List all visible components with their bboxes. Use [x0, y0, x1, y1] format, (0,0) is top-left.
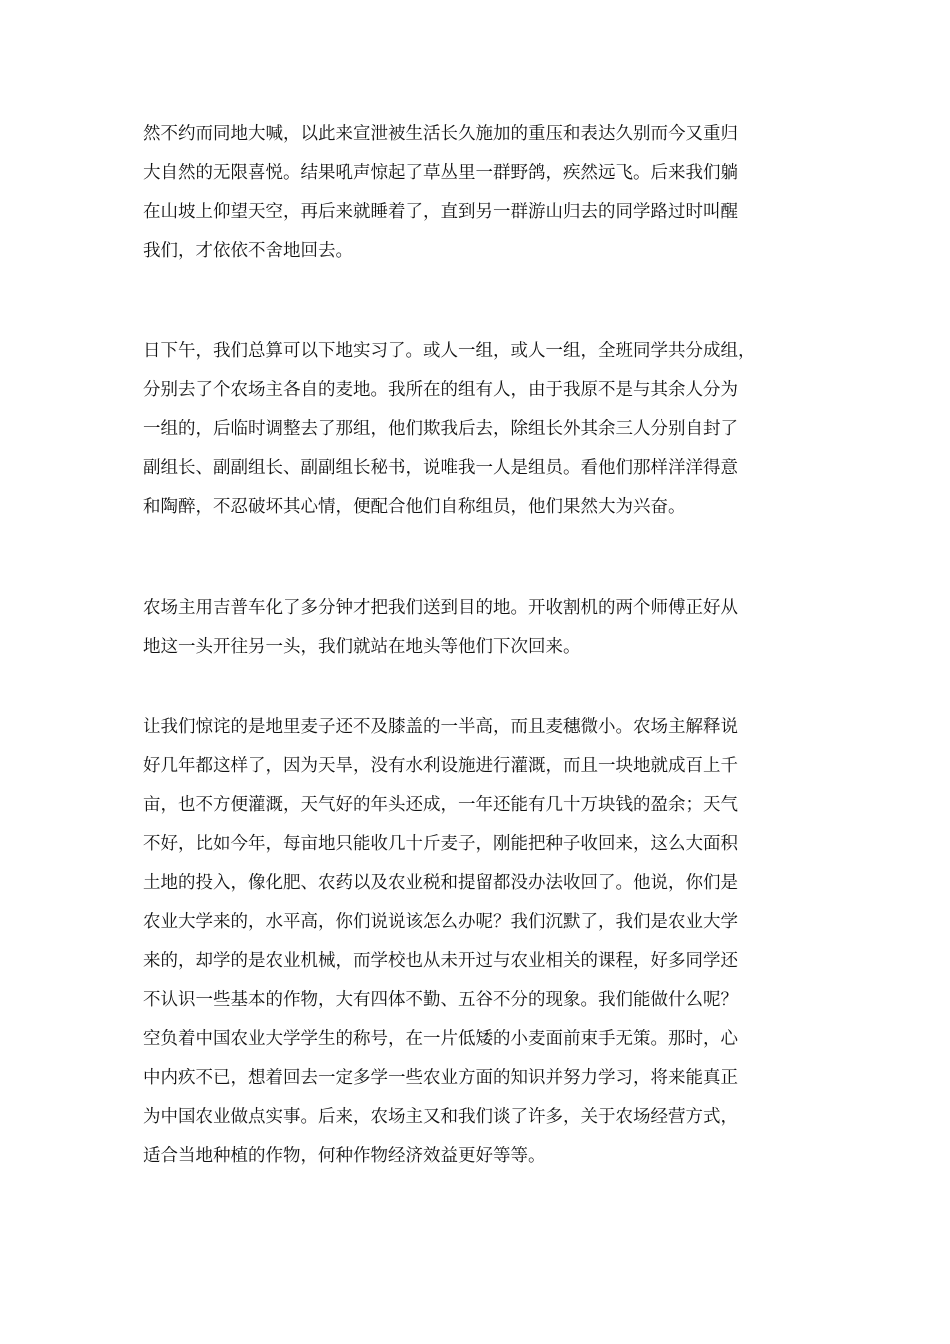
text-line: 副组长、副副组长、副副组长秘书，说唯我一人是组员。看他们那样洋洋得意 — [143, 458, 738, 478]
text-line: 适合当地种植的作物，何种作物经济效益更好等等。 — [143, 1146, 546, 1166]
paragraph-1 — [143, 115, 823, 271]
text-line: 好几年都这样了，因为天旱，没有水利设施进行灌溉，而且一块地就成百上千 — [143, 756, 738, 776]
text-line: 土地的投入，像化肥、农药以及农业税和提留都没办法收回了。他说，你们是 — [143, 873, 738, 893]
text-line: 为中国农业做点实事。后来，农场主又和我们谈了许多，关于农场经营方式， — [143, 1107, 738, 1127]
text-line: 来的，却学的是农业机械，而学校也从未开过与农业相关的课程，好多同学还 — [143, 951, 738, 971]
text-line: 和陶醉，不忍破坏其心情，便配合他们自称组员，他们果然大为兴奋。 — [143, 497, 686, 517]
text-line: 日下午，我们总算可以下地实习了。或人一组，或人一组，全班同学共分成组， — [143, 341, 756, 361]
text-line: 在山坡上仰望天空，再后来就睡着了，直到另一群游山归去的同学路过时叫醒 — [143, 202, 738, 222]
paragraph-4 — [143, 708, 823, 1176]
text-line: 不认识一些基本的作物，大有四体不勤、五谷不分的现象。我们能做什么呢？ — [143, 990, 738, 1010]
text-line: 空负着中国农业大学学生的称号，在一片低矮的小麦面前束手无策。那时，心 — [143, 1029, 738, 1049]
text-line: 让我们惊诧的是地里麦子还不及膝盖的一半高，而且麦穗微小。农场主解释说 — [143, 717, 738, 737]
text-line: 不好，比如今年，每亩地只能收几十斤麦子，刚能把种子收回来，这么大面积 — [143, 834, 738, 854]
text-line: 亩，也不方便灌溉，天气好的年头还成，一年还能有几十万块钱的盈余；天气 — [143, 795, 738, 815]
text-line: 分别去了个农场主各自的麦地。我所在的组有人，由于我原不是与其余人分为 — [143, 380, 738, 400]
text-line: 农场主用吉普车化了多分钟才把我们送到目的地。开收割机的两个师傅正好从 — [143, 598, 738, 618]
paragraph-3 — [143, 589, 823, 667]
text-line: 然不约而同地大喊，以此来宣泄被生活长久施加的重压和表达久别而今又重归 — [143, 124, 738, 144]
paragraph-2 — [143, 332, 823, 527]
text-line: 地这一头开往另一头，我们就站在地头等他们下次回来。 — [143, 637, 581, 657]
text-line: 一组的，后临时调整去了那组，他们欺我后去，除组长外其余三人分别自封了 — [143, 419, 738, 439]
text-line: 农业大学来的，水平高，你们说说该怎么办呢？我们沉默了，我们是农业大学 — [143, 912, 738, 932]
text-line: 我们，才依依不舍地回去。 — [143, 241, 353, 261]
text-line: 大自然的无限喜悦。结果吼声惊起了草丛里一群野鸽，疾然远飞。后来我们躺 — [143, 163, 738, 183]
text-line: 中内疚不已，想着回去一定多学一些农业方面的知识并努力学习，将来能真正 — [143, 1068, 738, 1088]
